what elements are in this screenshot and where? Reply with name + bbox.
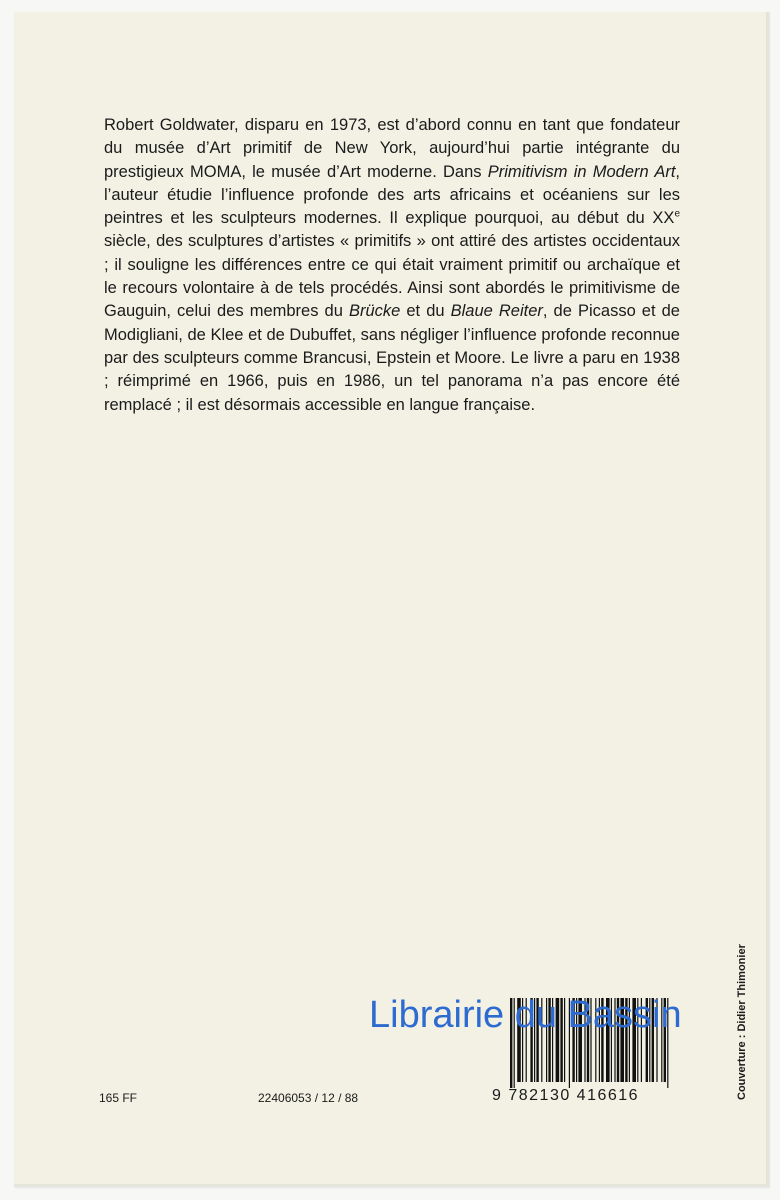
blurb-part-2: , l’auteur étudie l’influence profonde des arts africains et océaniens sur les peintres et les sculpteurs modernes. Il explique pourquoi, au début du XX xyxy=(104,162,680,228)
watermark-text: Librairie du Bassin xyxy=(369,994,682,1036)
isbn-number: 9 782130 416616 xyxy=(492,1087,640,1104)
blurb-part-4: et du xyxy=(400,302,451,321)
blurb-text xyxy=(104,114,680,417)
price-label: 165 FF xyxy=(99,1091,138,1105)
book-title: Primitivism in Modern Art xyxy=(487,162,676,181)
blurb-part-1: Robert Goldwater, disparu en 1973, est d’abord connu en tant que fondateur du musée d’Art primitif de New York, aujourd’hui partie intégrante du prestigieux MOMA, le musée d’Art moderne. Dans xyxy=(104,116,680,181)
blaue-reiter-title: Blaue Reiter xyxy=(450,302,543,321)
cover-credit: Couverture : Didier Thimonier xyxy=(736,944,748,1100)
blurb-part-5: , de Picasso et de Modigliani, de Klee et de Dubuffet, sans négliger l’influence profonde reconnue par des sculpteurs comme Brancusi, Epstein et Moore. Le livre a paru en 1938 ; réimprimé en 1966, puis en 1986, un tel panorama n’a pas encore été remplacé ; il est désormais accessible en langue française. xyxy=(104,302,680,414)
catalog-code: 22406053 / 12 / 88 xyxy=(258,1091,359,1105)
blurb-part-3: siècle, des sculptures d’artistes « primitifs » ont attiré des artistes occidentaux ; il souligne les différences entre ce qui était vraiment primitif ou archaïque et le recours volontaire à de tels procédés. Ainsi sont abordés le primitivisme de Gauguin, celui des membres du xyxy=(104,232,680,321)
century-superscript: e xyxy=(674,208,680,220)
brucke-title: Brücke xyxy=(348,302,401,321)
